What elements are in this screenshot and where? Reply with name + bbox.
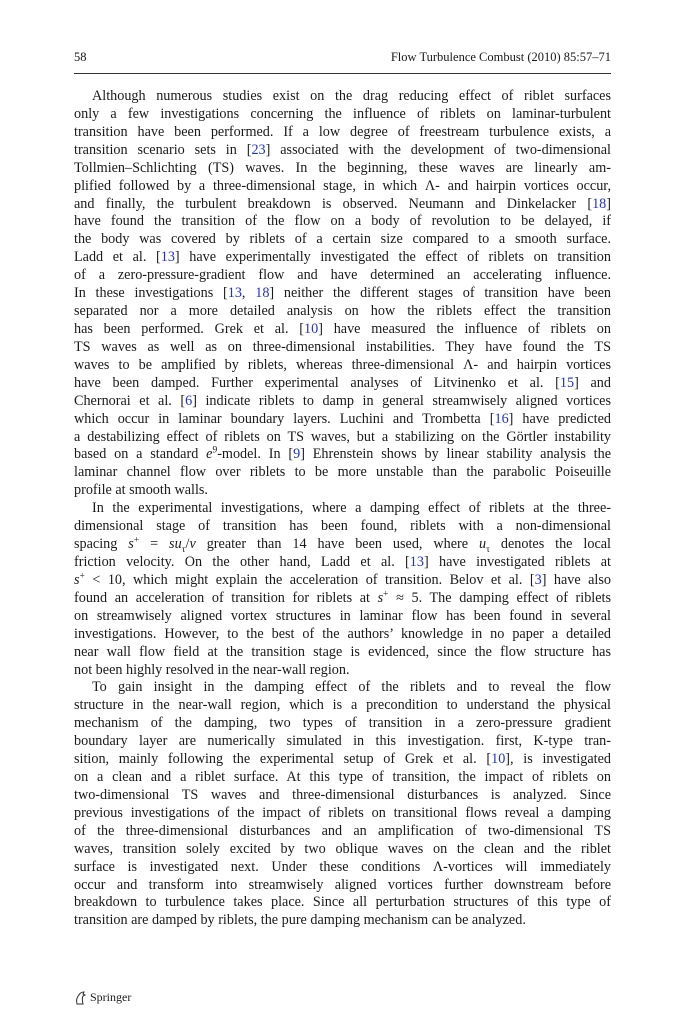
text-line (74, 303, 611, 321)
publisher-name: Springer (90, 990, 132, 1004)
text-run: friction velocity. On the other hand, Ladd et al. [ (74, 553, 410, 570)
text-run: based on a standard (74, 446, 207, 463)
superscript: 9 (212, 445, 218, 456)
text-line (74, 733, 611, 751)
text-run: ] have predicted (508, 410, 611, 427)
text-line (74, 894, 611, 912)
text-line (74, 500, 611, 518)
text-line (74, 715, 611, 733)
text-line (74, 554, 611, 572)
text-run: investigations. However, to the best of the authors’ knowledge in no paper a detailed (74, 625, 611, 642)
text-line (74, 823, 611, 841)
text-run: Chernorai et al. [ (74, 392, 186, 409)
text-run: Although numerous studies exist on the drag reducing effect of riblet surfaces (92, 88, 611, 104)
text-run: ] indicate riblets to damp in general streamwisely aligned vortices (192, 392, 611, 409)
text-line (74, 321, 611, 339)
superscript: + (133, 535, 140, 546)
text-line (74, 644, 611, 662)
text-run: ] have also (541, 571, 611, 588)
citation-link[interactable]: 9 (293, 446, 301, 463)
math-symbol: ν (189, 536, 196, 553)
text-run: have found the transition of the flow on a body of revolution to be delayed, if (74, 213, 611, 230)
citation-link[interactable]: 13 (227, 285, 242, 302)
text-line (74, 375, 611, 393)
text-line (74, 411, 611, 429)
text-run: and finally, the turbulent breakdown is observed. Neumann and Dinkelacker [ (74, 195, 593, 212)
text-line (74, 196, 611, 214)
math-symbol: s (128, 536, 134, 553)
text-run: ] and (574, 374, 611, 391)
text-line (74, 536, 611, 554)
text-line (74, 697, 611, 715)
citation-link[interactable]: 10 (491, 751, 506, 768)
text-run: ] Ehrenstein shows by linear stability analysis the (300, 446, 612, 463)
text-run: occur and transform into streamwisely aligned vortices further downstream before (74, 876, 611, 893)
subscript: τ (181, 544, 186, 555)
text-run: transition scenario sets in [ (74, 141, 252, 158)
text-line (74, 249, 611, 267)
journal-citation: Flow Turbulence Combust (2010) 85:57–71 (390, 50, 611, 64)
text-line (74, 339, 611, 357)
citation-link[interactable]: 18 (592, 195, 607, 212)
text-run: ] associated with the development of two-dimensional (265, 141, 611, 158)
subscript: τ (486, 544, 490, 555)
text-run: boundary layer are numerically simulated in this investigation. first, K-type tran- (74, 733, 611, 750)
text-run: ≈ 5. The damping effect of riblets (388, 589, 611, 606)
citation-link[interactable]: 18 (255, 285, 270, 302)
text-line (74, 482, 611, 500)
citation-link[interactable]: 6 (185, 392, 193, 409)
text-run: TS waves as well as on three-dimensional instabilities. They have found the TS (74, 338, 611, 355)
text-line (74, 124, 611, 142)
citation-link[interactable]: 23 (251, 141, 266, 158)
citation-link[interactable]: 13 (160, 249, 175, 266)
text-line (74, 213, 611, 231)
superscript: + (79, 571, 85, 582)
text-line (74, 429, 611, 447)
math-symbol: s (377, 589, 384, 606)
paragraph (74, 500, 611, 679)
springer-horse-icon (74, 991, 87, 1005)
text-line (74, 393, 611, 411)
text-run: To gain insight in the damping effect of the riblets and to reveal the flow (92, 679, 611, 696)
text-line (74, 805, 611, 823)
text-run: transition have been performed. If a low degree of freestream turbulence exists, a (74, 123, 611, 140)
text-run: a destabilizing effect of riblets on TS waves, but a stabilizing on the Görtler instability (74, 428, 611, 445)
text-run: of the three-dimensional disturbances and an amplification of two-dimensional TS (74, 822, 611, 839)
text-run: the body was covered by riblets of a certain size compared to a smooth surface. (74, 231, 611, 248)
text-line (74, 464, 611, 482)
text-run: ], is investigated (505, 751, 612, 768)
text-line (74, 679, 611, 697)
running-header (74, 50, 611, 65)
text-run: < 10, which might explain the acceleration of transition. Belov et al. [ (84, 571, 535, 588)
text-run: ] have investigated riblets at (423, 553, 611, 570)
text-line (74, 446, 611, 464)
text-run: ] have experimentally investigated the effect of riblets on transition (174, 249, 611, 266)
text-run: on streamwisely aligned vortex structures in laminar flow has been found in several (74, 607, 611, 624)
text-run: waves, transition solely excited by two oblique waves on the clean and the riblet (74, 840, 611, 857)
text-run: near wall flow field at the transition stage is evidenced, since the flow structure has (74, 643, 611, 660)
text-run: Tollmien–Schlichting (TS) waves. In the beginning, these waves are linearly am- (74, 159, 611, 176)
text-line (74, 285, 611, 303)
text-line (74, 912, 611, 930)
text-run: dimensional stage of transition has been found, riblets with a non-dimensional (74, 518, 611, 535)
text-run: has been performed. Grek et al. [ (74, 320, 305, 337)
text-run: separated nor a more detailed analysis on how the riblets effect the transition (74, 303, 611, 320)
text-run: only a few investigations concerning the influence of riblets on laminar-turbulent (74, 105, 611, 122)
text-run: profile at smooth walls. (74, 482, 208, 499)
citation-link[interactable]: 16 (494, 410, 509, 427)
text-run: which occur in laminar boundary layers. Luchini and Trombetta [ (74, 410, 495, 427)
text-line (74, 267, 611, 285)
text-run: not been highly resolved in the near-wall region. (74, 661, 350, 678)
math-symbol: u (479, 536, 487, 553)
citation-link[interactable]: 3 (534, 571, 542, 588)
text-run: previous investigations of the impact of riblets on transitional flows reveal a damping (74, 804, 611, 821)
article-body (74, 88, 611, 930)
text-line (74, 787, 611, 805)
text-run: , (241, 285, 256, 302)
text-run: mechanism of the damping, two types of transition in a zero-pressure gradient (74, 715, 611, 732)
text-run: In the experimental investigations, where a damping effect of riblets at the three- (92, 500, 611, 517)
text-line (74, 231, 611, 249)
citation-link[interactable]: 10 (304, 320, 319, 337)
citation-link[interactable]: 13 (409, 553, 424, 570)
text-run: Ladd et al. [ (74, 249, 161, 266)
text-run: surface is investigated next. Under these conditions Λ-vortices will immediately (74, 858, 611, 875)
text-run: spacing (74, 536, 129, 553)
text-line (74, 590, 611, 608)
text-run: two-dimensional TS waves and three-dimensional disturbances is analyzed. Since (74, 786, 611, 803)
text-line (74, 769, 611, 787)
text-run: transition are damped by riblets, the pure damping mechanism can be analyzed. (74, 912, 526, 929)
text-line (74, 626, 611, 644)
text-run: have been damped. Further experimental analyses of Litvinenko et al. [ (74, 374, 560, 391)
text-line (74, 357, 611, 375)
text-line (74, 88, 611, 106)
math-symbol: su (169, 536, 182, 553)
text-run: waves to be amplified by riblets, whereas three-dimensional Λ- and hairpin vortices (74, 356, 611, 373)
text-run: greater than 14 have been used, where (195, 536, 480, 553)
paragraph (74, 88, 611, 500)
text-line (74, 572, 611, 590)
text-run: breakdown to turbulence takes place. Since all perturbation structures of this type of (74, 894, 611, 911)
text-line (74, 751, 611, 769)
text-line (74, 859, 611, 877)
text-run: / (185, 536, 190, 553)
text-run: structure in the near-wall region, which is a precondition to understand the physical (74, 697, 611, 714)
text-run: of a zero-pressure-gradient flow and have determined an accelerating influence. (74, 267, 611, 284)
text-run: ] neither the different stages of transition have been (269, 285, 611, 302)
text-line (74, 518, 611, 536)
text-run: In these investigations [ (74, 285, 228, 302)
text-run: laminar channel flow over riblets to be more unstable than the parabolic Poiseuille (74, 464, 611, 481)
text-line (74, 142, 611, 160)
text-run: plified followed by a three-dimensional stage, in which Λ- and hairpin vortices occur, (74, 177, 611, 194)
text-run: found an acceleration of transition for riblets at (74, 589, 378, 606)
text-run: sition, mainly following the experimental setup of Grek et al. [ (74, 751, 492, 768)
math-symbol: s (74, 571, 80, 588)
text-line (74, 160, 611, 178)
text-line (74, 877, 611, 895)
text-run: -model. In [ (217, 446, 294, 463)
text-run: on a clean and a riblet surface. At this type of transition, the impact of riblets on (74, 769, 611, 786)
text-line (74, 106, 611, 124)
header-rule (74, 73, 611, 74)
text-line (74, 662, 611, 680)
page-number: 58 (74, 50, 87, 64)
text-run: = (139, 536, 170, 553)
text-run: ] (606, 195, 611, 212)
math-symbol: e (206, 446, 213, 463)
superscript: + (383, 589, 389, 600)
text-line (74, 841, 611, 859)
paragraph (74, 679, 611, 930)
citation-link[interactable]: 15 (559, 374, 575, 391)
text-line (74, 608, 611, 626)
text-run: denotes the local (489, 536, 611, 553)
text-run: ] have measured the influence of riblets on (318, 320, 611, 337)
text-line (74, 178, 611, 196)
publisher-footer (74, 990, 131, 1005)
